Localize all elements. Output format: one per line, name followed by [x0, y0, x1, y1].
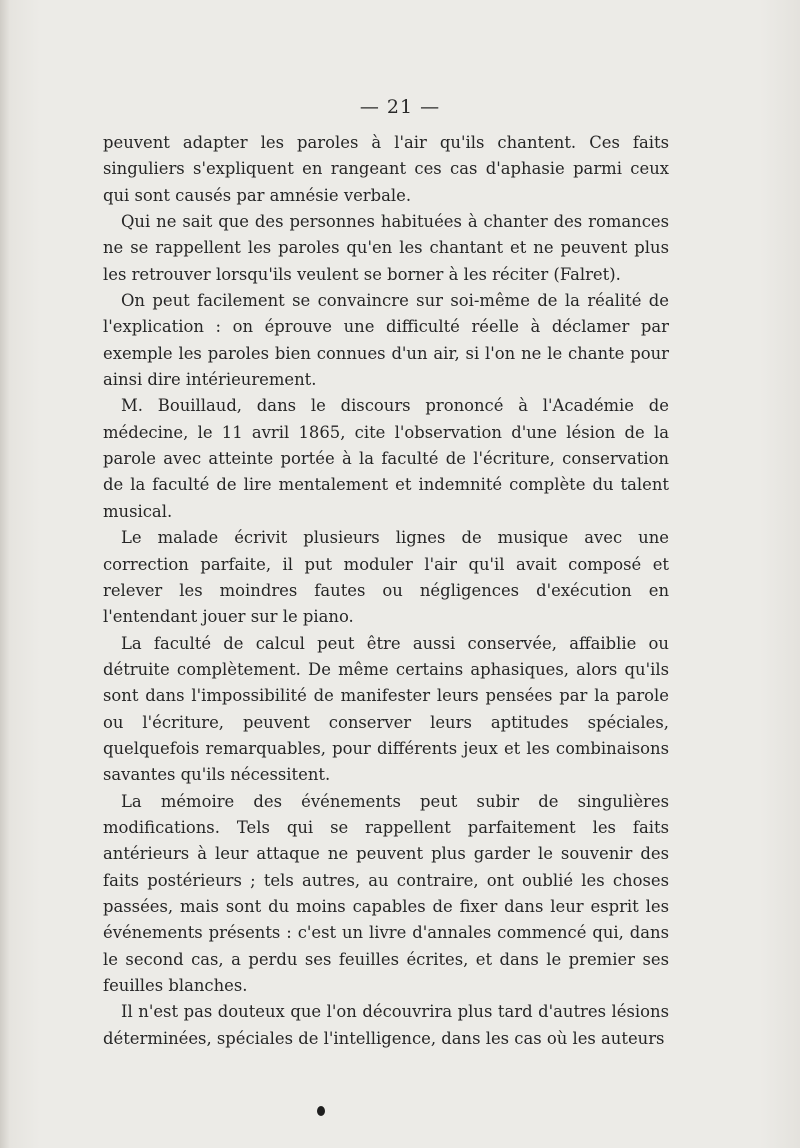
paragraph-1: peuvent adapter les paroles à l'air qu'ils chantent. Ces faits singuliers s'expliquent en rangeant ces cas d'aphasie parmi ceux qui sont causés par amnésie verbale. — [103, 133, 669, 205]
page-number: — 21 — — [359, 96, 441, 118]
paragraph-7: La mémoire des événements peut subir de singulières modifications. Tels qui se rappellent parfaitement les faits antérieurs à leur attaque ne peuvent plus garder le souvenir des faits postérieurs ; tels autres, au contraire, ont oublié les choses passées, mais sont du moins capables de fixer dans leur esprit les événements présents : c'est un livre d'annales commencé qui, dans le second cas, a perdu ses feuilles écrites, et dans le premier ses feuilles blanches. — [103, 791, 669, 995]
body-text — [103, 130, 669, 1052]
paragraph-3: On peut facilement se convaincre sur soi-même de la réalité de l'explication : on éprouve une difficulté réelle à déclamer par exemple les paroles bien connues d'un air, si l'on ne le chante pour ainsi dire intérieurement. — [103, 291, 669, 390]
paragraph-8: Il n'est pas douteux que l'on découvrira plus tard d'autres lésions déterminées, spéciales de l'intelligence, dans les cas où les auteurs — [103, 1002, 669, 1048]
paragraph-5: Le malade écrivit plusieurs lignes de musique avec une correction parfaite, il put moduler l'air qu'il avait composé et relever les moindres fautes ou négligences d'exécution en l'entendant jouer sur le piano. — [103, 528, 669, 627]
ink-dot — [317, 1106, 325, 1116]
paragraph-6: La faculté de calcul peut être aussi conservée, affaiblie ou détruite complètement. De même certains aphasiques, alors qu'ils sont dans l'impossibilité de manifester leurs pensées par la parole ou l'écriture, peuvent conserver leurs aptitudes spéciales, quelquefois remarquables, pour différents jeux et les combinaisons savantes qu'ils nécessitent. — [103, 633, 669, 785]
paragraph-4: M. Bouillaud, dans le discours prononcé à l'Académie de médecine, le 11 avril 1865, cite l'observation d'une lésion de la parole avec atteinte portée à la faculté de l'écriture, conservation de la faculté de lire mentalement et indemnité complète du talent musical. — [103, 396, 669, 521]
paragraph-2: Qui ne sait que des personnes habituées à chanter des romances ne se rappellent les paroles qu'en les chantant et ne peuvent plus les retrouver lorsqu'ils veulent se borner à les réciter (Falret). — [103, 212, 669, 284]
